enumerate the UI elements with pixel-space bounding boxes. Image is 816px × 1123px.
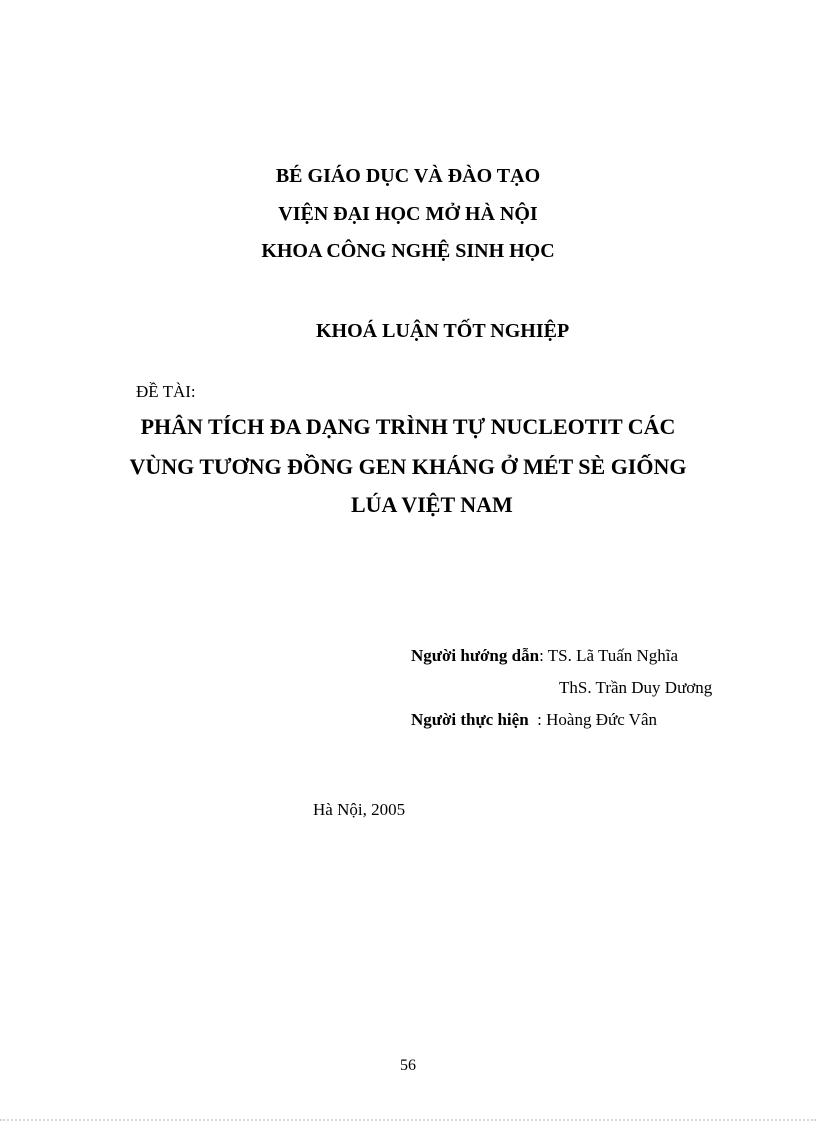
student-line <box>411 711 657 728</box>
supervisor-primary: : TS. Lã Tuấn Nghĩa <box>539 646 679 665</box>
thesis-title-line-3: LÚA VIỆT NAM <box>351 492 513 517</box>
footer-divider <box>0 1119 816 1121</box>
page-number: 56 <box>400 1057 416 1074</box>
supervisor-secondary: ThS. Trần Duy Dương <box>559 678 713 697</box>
faculty-heading: KHOA CÔNG NGHỆ SINH HỌC <box>261 240 555 262</box>
topic-label: ĐỀ TÀI: <box>136 382 196 401</box>
student-label: Người thực hiện <box>411 710 529 729</box>
ministry-heading: BÉ GIÁO DỤC VÀ ĐÀO TẠO <box>275 165 541 187</box>
place-date: Hà Nội, 2005 <box>313 800 406 819</box>
thesis-title-line-2: VÙNG TƯƠNG ĐỒNG GEN KHÁNG Ở MÉT SÈ GIỐNG <box>129 454 687 479</box>
thesis-type-heading: KHOÁ LUẬN TỐT NGHIỆP <box>316 320 570 342</box>
student-name: : Hoàng Đức Vân <box>528 710 658 729</box>
supervisor-line <box>411 647 678 664</box>
university-heading: VIỆN ĐẠI HỌC MỞ HÀ NỘI <box>278 203 538 225</box>
supervisor-label: Người hướng dẫn <box>411 646 540 665</box>
thesis-title-line-1: PHÂN TÍCH ĐA DẠNG TRÌNH TỰ NUCLEOTIT CÁC <box>140 414 676 439</box>
